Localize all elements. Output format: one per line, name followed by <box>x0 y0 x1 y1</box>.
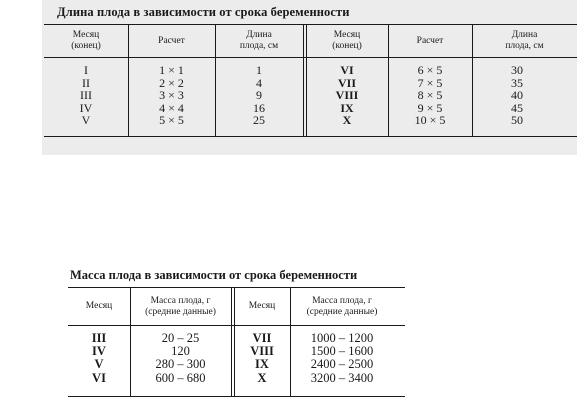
table-cell: VIII <box>250 344 274 359</box>
table-cell: 1500 – 1600 <box>310 344 374 359</box>
header-line: плода, см <box>239 41 279 51</box>
table2-header-month <box>68 301 130 312</box>
table2-header-rule <box>68 325 405 326</box>
table-cell: 35 <box>511 75 523 90</box>
table-cell: IX <box>255 357 269 372</box>
table1-header-calc <box>388 36 472 47</box>
table1-title: Длина плода в зависимости от срока беременности <box>57 5 350 19</box>
table2-header-month <box>234 301 290 312</box>
table-cell: 2 × 2 <box>159 75 184 90</box>
table-cell: IX <box>340 100 354 115</box>
table-cell: VIII <box>335 88 359 103</box>
table-cell: V <box>81 113 91 128</box>
header-line: Месяц <box>85 301 113 311</box>
table-cell: 9 × 5 <box>417 100 443 115</box>
table-cell: 600 – 680 <box>155 370 206 385</box>
table-cell: 1 <box>256 63 262 77</box>
table-cell: 10 × 5 <box>414 113 446 128</box>
header-line: Расчет <box>416 36 444 46</box>
table1-header-month <box>44 30 128 52</box>
table1-top-rule <box>44 24 577 25</box>
table-cell: VII <box>252 331 272 345</box>
table1-col-calc-right <box>388 64 472 127</box>
table1-col-months-right <box>306 64 388 127</box>
table2-header-mass <box>290 296 394 318</box>
table2-header-mass <box>130 296 231 318</box>
table-cell: 1000 – 1200 <box>310 331 374 345</box>
table-cell: III <box>91 331 107 345</box>
table-cell: VI <box>92 370 106 385</box>
table2-col-months-left <box>68 332 130 385</box>
header-line: Длина <box>511 30 538 40</box>
table-cell: 1 × 1 <box>159 63 184 77</box>
table2-top-rule <box>68 287 405 288</box>
table2-double-divider <box>231 287 232 397</box>
header-line: (конец) <box>332 41 362 51</box>
table-cell: 25 <box>253 113 265 128</box>
header-line: (средние данные) <box>306 307 378 317</box>
table-cell: 4 <box>256 75 262 90</box>
table-cell: 40 <box>511 88 523 103</box>
table1-double-divider <box>303 24 304 137</box>
table1-header-rule <box>44 57 577 58</box>
table-cell: 4 × 4 <box>159 100 184 115</box>
header-line: (средние данные) <box>145 307 216 317</box>
table-cell: 280 – 300 <box>155 357 206 372</box>
header-line: Месяц <box>248 301 276 311</box>
table-cell: IV <box>79 100 93 115</box>
table-cell: 120 <box>171 344 190 359</box>
table-cell: 8 × 5 <box>417 88 443 103</box>
table-cell: V <box>94 357 104 372</box>
header-line: Длина <box>246 30 272 40</box>
table2-col-months-right <box>234 332 290 385</box>
table1-bottom-rule <box>44 136 577 137</box>
header-line: Масса плода, г <box>312 296 372 306</box>
table-cell: II <box>82 75 90 90</box>
table-cell: I <box>84 63 88 77</box>
table-cell: 3 × 3 <box>159 88 184 103</box>
header-line: (конец) <box>71 41 101 51</box>
table-cell: 9 <box>256 88 262 103</box>
table-cell: 16 <box>253 100 265 115</box>
table-cell: 6 × 5 <box>417 63 443 77</box>
table2-col-mass-right <box>290 332 394 385</box>
table2-bottom-rule <box>68 396 405 397</box>
table-cell: X <box>342 113 352 128</box>
table1-header-calc <box>128 36 215 47</box>
table-cell: 50 <box>511 113 523 128</box>
table-cell: 2400 – 2500 <box>310 357 374 372</box>
table1-header-month <box>306 30 388 52</box>
table-cell: 45 <box>511 100 523 115</box>
table1-col-length-right <box>472 64 562 127</box>
header-line: Расчет <box>158 36 185 46</box>
header-line: Месяц <box>333 30 361 40</box>
table1-header-length <box>215 30 303 52</box>
table-cell: VI <box>340 63 354 77</box>
table1-col-calc-left <box>128 64 215 127</box>
table-cell: 3200 – 3400 <box>310 370 374 385</box>
table-cell: 20 – 25 <box>161 331 200 345</box>
table-cell: 7 × 5 <box>417 75 443 90</box>
table2-col-mass-left <box>130 332 231 385</box>
table1-header-length <box>472 30 577 52</box>
table1-col-length-left <box>215 64 303 127</box>
table-cell: X <box>257 370 267 385</box>
header-line: плода, см <box>505 41 544 51</box>
table-cell: 5 × 5 <box>159 113 184 128</box>
table-cell: 30 <box>511 63 523 77</box>
table-cell: VII <box>337 75 356 90</box>
header-line: Месяц <box>72 30 100 40</box>
table2-title: Масса плода в зависимости от срока беременности <box>70 268 358 282</box>
table-cell: IV <box>92 344 106 359</box>
table1-col-months-left <box>44 64 128 127</box>
header-line: Масса плода, г <box>150 296 211 306</box>
table-cell: III <box>80 88 92 103</box>
